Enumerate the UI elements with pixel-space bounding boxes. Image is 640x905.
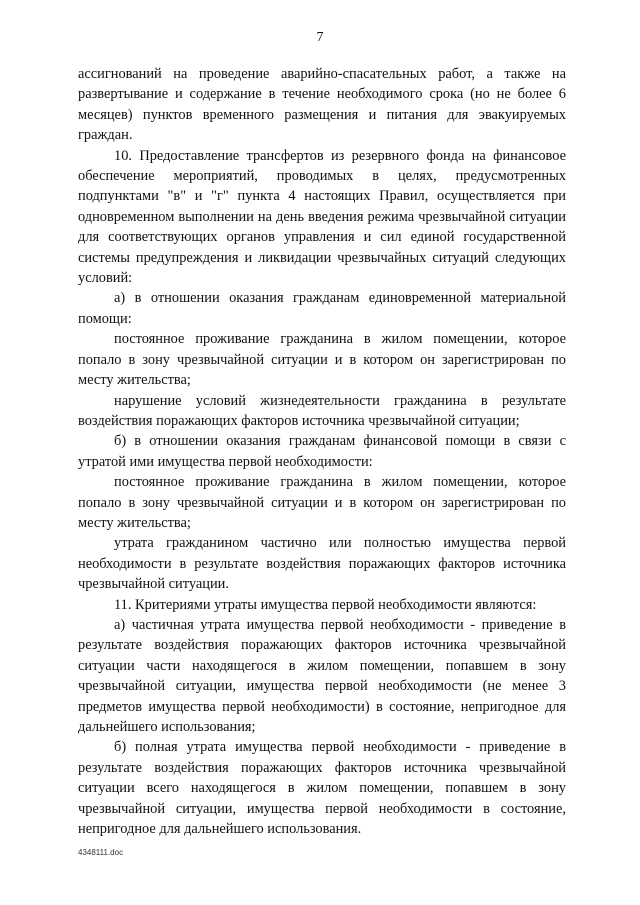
paragraph-criterion-b: б) полная утрата имущества первой необходимости - приведение в результате воздействия поражающих факторов источника чрезвычайной ситуации всего находящегося в жилом помещении, попавшем в зону чрезвычайной ситуации, имущества первой необходимости в состояние, непригодное для дальнейшего использования. <box>78 739 566 838</box>
paragraph-item-10: 10. Предоставление трансфертов из резервного фонда на финансовое обеспечение мероприятий, проводимых в целях, предусмотренных подпунктами "в" и "г" пункта 4 настоящих Правил, осуществляется при одновременном выполнении на день введения режима чрезвычайной ситуации для соответствующих органов управления и сил единой государственной системы предупреждения и ликвидации чрезвычайных ситуаций следующих условий: <box>78 147 566 287</box>
paragraph-condition: утрата гражданином частично или полностью имущества первой необходимости в результате воздействия поражающих факторов источника чрезвычайной ситуации. <box>78 535 566 593</box>
paragraph-condition: нарушение условий жизнедеятельности гражданина в результате воздействия поражающих факторов источника чрезвычайной ситуации; <box>78 392 566 429</box>
paragraph-criterion-a: а) частичная утрата имущества первой необходимости - приведение в результате воздействия поражающих факторов источника чрезвычайной ситуации части находящегося в жилом помещении, попавшем в зону чрезвычайной ситуации, имущества первой необходимости (не менее 3 предметов имущества первой необходимости) в состояние, непригодное для дальнейшего использования; <box>78 616 566 735</box>
footer-file-name: 4348111.doc <box>78 848 124 857</box>
paragraph-subitem-b: б) в отношении оказания гражданам финансовой помощи в связи с утратой ими имущества первой необходимости: <box>78 433 566 470</box>
paragraph-condition: постоянное проживание гражданина в жилом помещении, которое попало в зону чрезвычайной ситуации и в котором он зарегистрирован по месту жительства; <box>78 474 566 531</box>
document-body <box>78 64 566 839</box>
paragraph-item-11: 11. Критериями утраты имущества первой необходимости являются: <box>114 596 537 613</box>
paragraph-condition: постоянное проживание гражданина в жилом помещении, которое попало в зону чрезвычайной ситуации и в котором он зарегистрирован по месту жительства; <box>78 331 566 389</box>
paragraph-continuation: ассигнований на проведение аварийно-спасательных работ, а также на развертывание и содержание в течение необходимого срока (но не более 6 месяцев) пунктов временного размещения и питания для эвакуируемых граждан. <box>78 66 566 144</box>
paragraph-subitem-a: а) в отношении оказания гражданам единовременной материальной помощи: <box>78 290 566 327</box>
page-number: 7 <box>316 30 324 45</box>
